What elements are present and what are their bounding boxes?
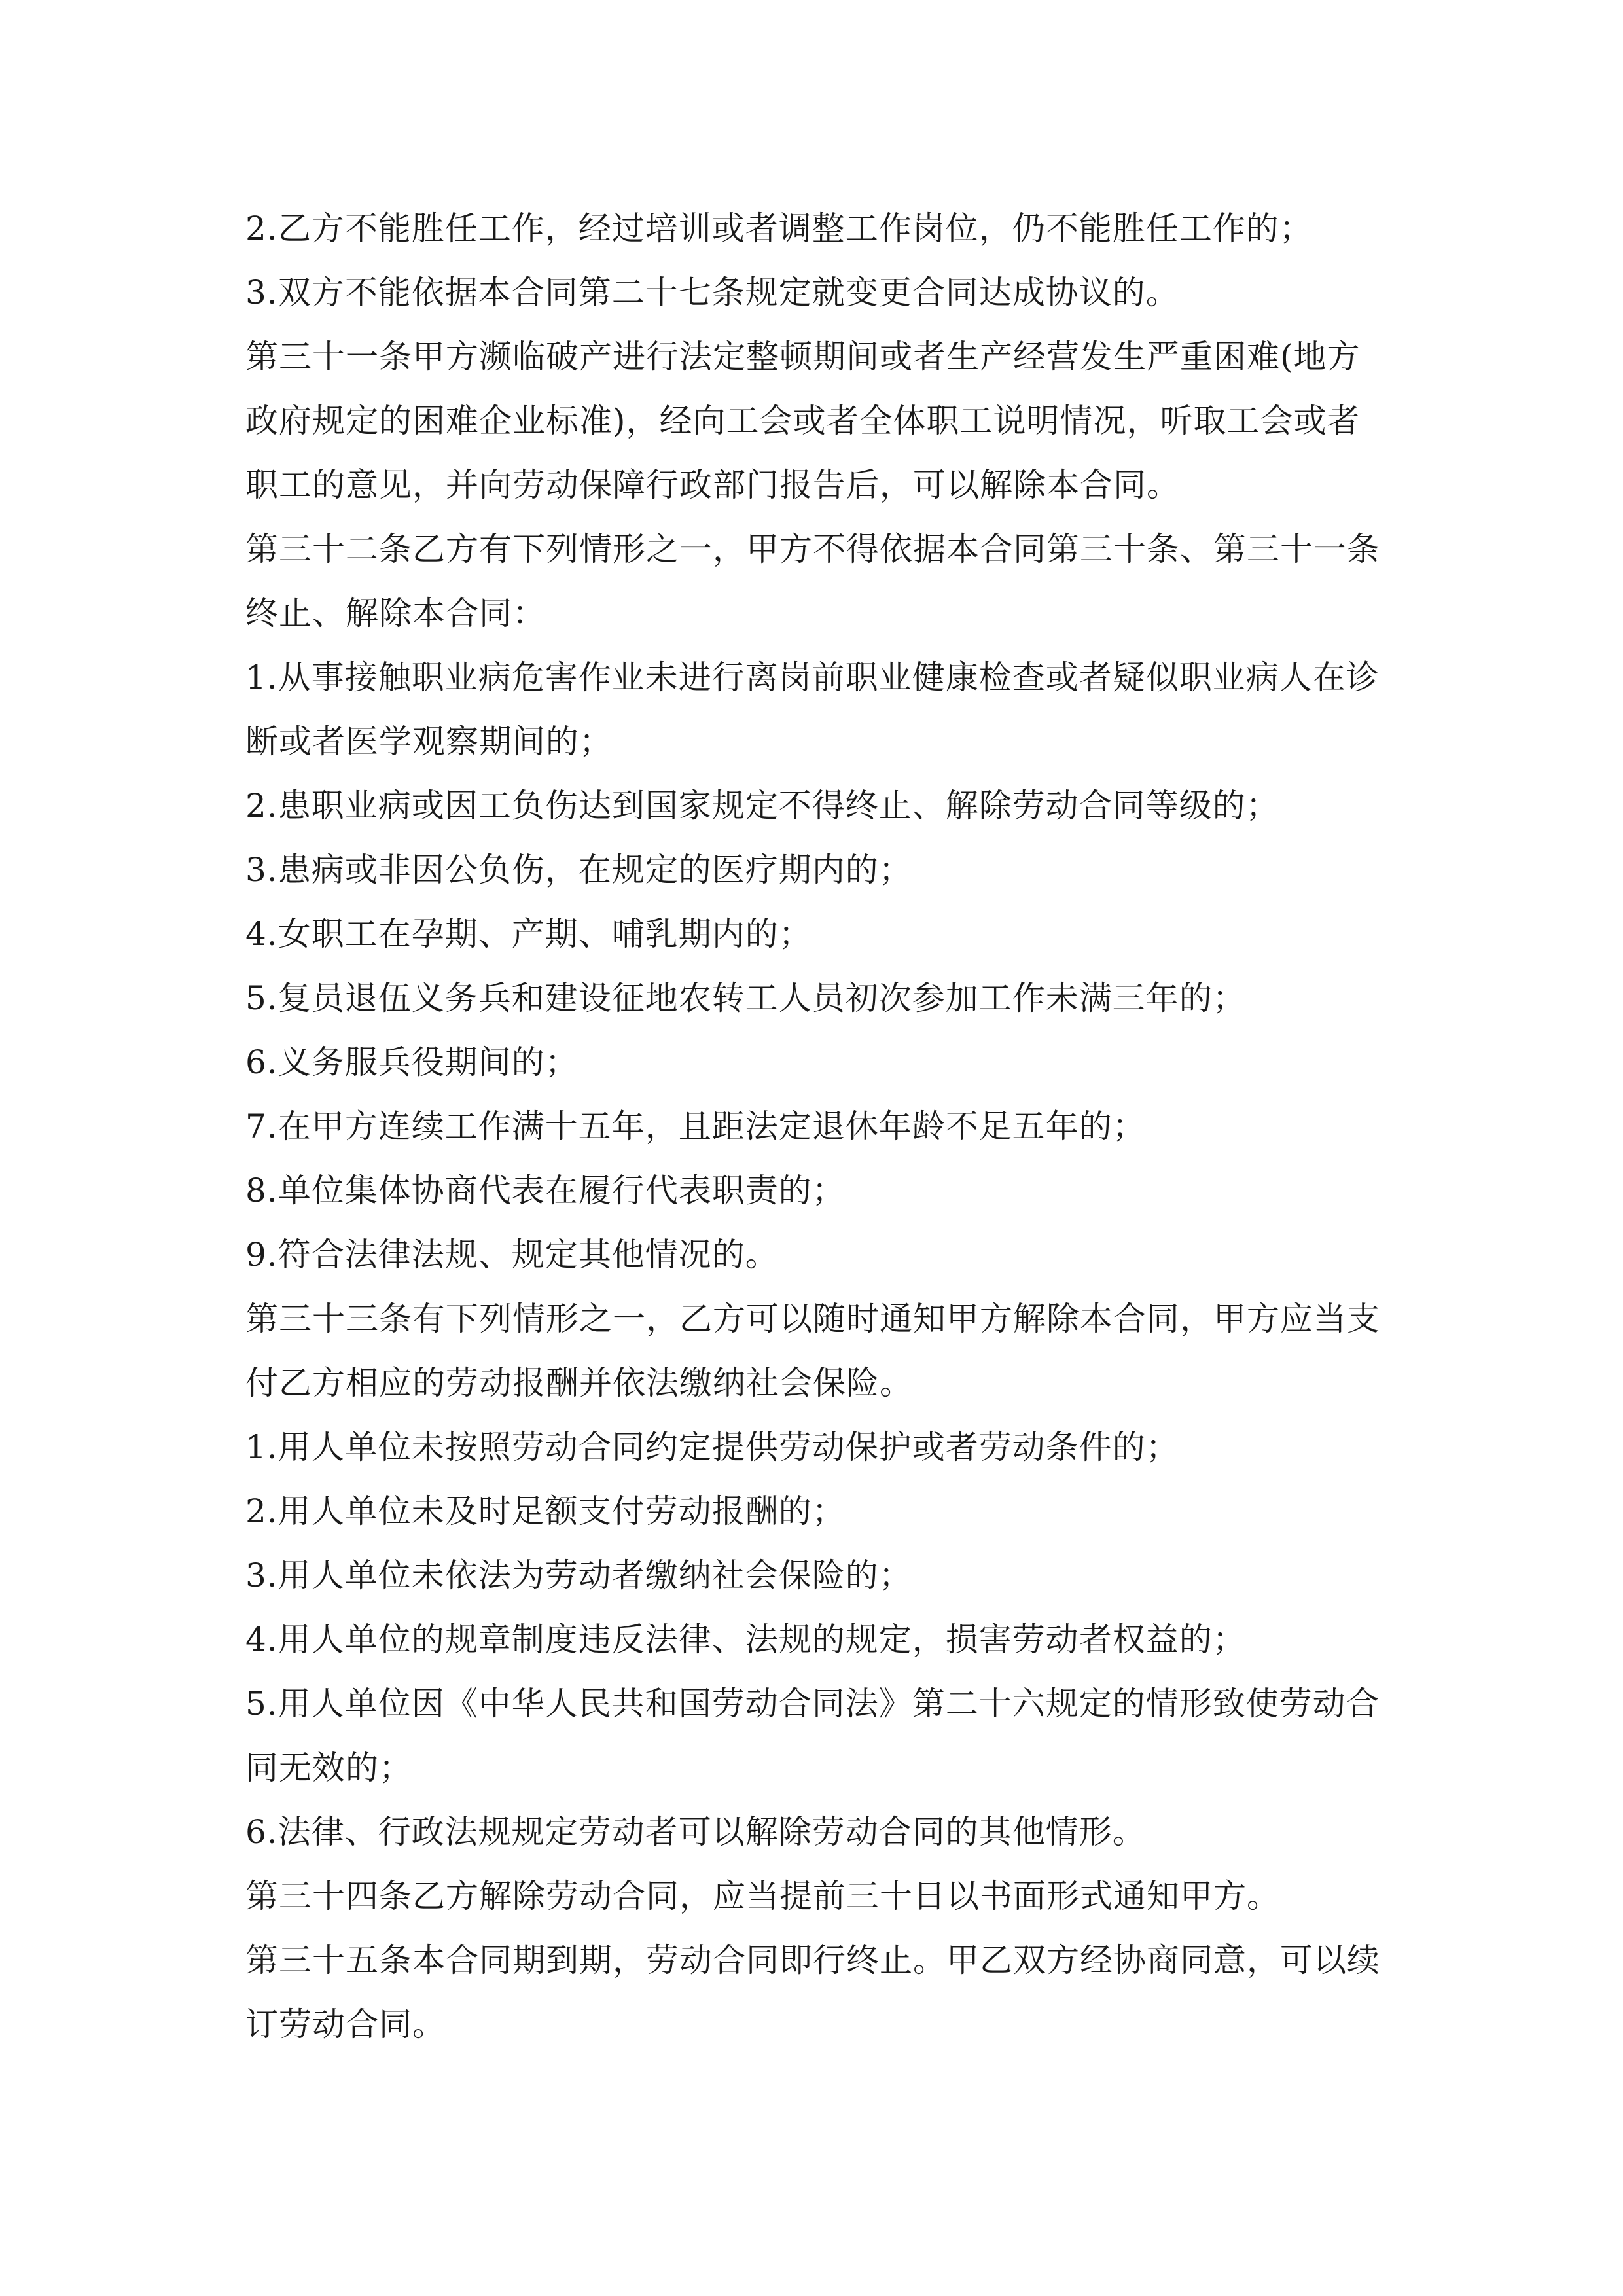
article-32: 第三十二条乙方有下列情形之一，甲方不得依据本合同第三十条、第三十一条终止、解除本合同： [245,530,1380,632]
article-35: 第三十五条本合同期到期，劳动合同即行终止。甲乙双方经协商同意，可以续订劳动合同。 [245,1941,1380,2043]
list-item: 7.在甲方连续工作满十五年，且距法定退休年龄不足五年的； [245,1107,1146,1145]
article-31: 第三十一条甲方濒临破产进行法定整顿期间或者生产经营发生严重困难(地方政府规定的困难企业标准)，经向工会或者全体职工说明情况，听取工会或者职工的意见，并向劳动保障行政部门报告后，可以解除本合同。 [245,338,1361,504]
list-item: 4.女职工在孕期、产期、哺乳期内的； [245,915,812,953]
document-body [245,196,1384,2056]
list-item: 5.复员退伍义务兵和建设征地农转工人员初次参加工作未满三年的； [245,979,1246,1017]
list-item: 3.患病或非因公负伤，在规定的医疗期内的； [245,851,912,889]
paragraph: 3.双方不能依据本合同第二十七条规定就变更合同达成协议的。 [245,274,1179,312]
list-item: 9.符合法律法规、规定其他情况的。 [245,1236,779,1274]
list-item: 1.用人单位未按照劳动合同约定提供劳动保护或者劳动条件的； [245,1428,1179,1466]
list-item: 4.用人单位的规章制度违反法律、法规的规定，损害劳动者权益的； [245,1621,1246,1659]
list-item: 1.从事接触职业病危害作业未进行离岗前职业健康检查或者疑似职业病人在诊断或者医学观察期间的； [245,658,1380,761]
article-33: 第三十三条有下列情形之一，乙方可以随时通知甲方解除本合同，甲方应当支付乙方相应的劳动报酬并依法缴纳社会保险。 [245,1300,1380,1402]
list-item: 2.患职业病或因工负伤达到国家规定不得终止、解除劳动合同等级的； [245,787,1279,825]
list-item: 6.义务服兵役期间的； [245,1043,579,1081]
paragraph: 2.乙方不能胜任工作，经过培训或者调整工作岗位，仍不能胜任工作的； [245,209,1313,247]
article-34: 第三十四条乙方解除劳动合同，应当提前三十日以书面形式通知甲方。 [245,1877,1280,1915]
list-item: 6.法律、行政法规规定劳动者可以解除劳动合同的其他情形。 [245,1813,1146,1851]
list-item: 8.单位集体协商代表在履行代表职责的； [245,1172,846,1210]
list-item: 5.用人单位因《中华人民共和国劳动合同法》第二十六规定的情形致使劳动合同无效的； [245,1685,1380,1787]
list-item: 2.用人单位未及时足额支付劳动报酬的； [245,1492,846,1530]
list-item: 3.用人单位未依法为劳动者缴纳社会保险的； [245,1556,912,1594]
